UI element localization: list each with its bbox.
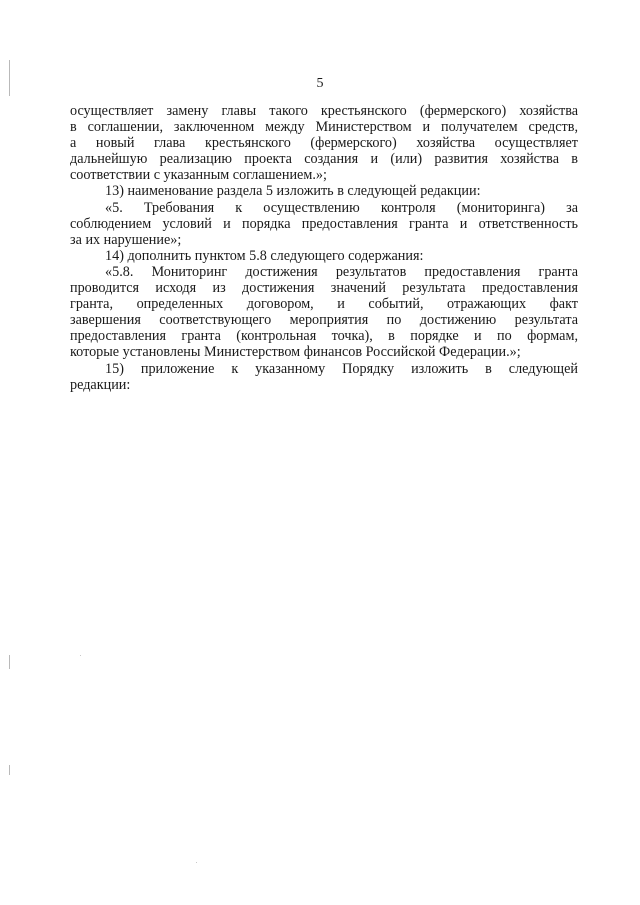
text-line: 13) наименование раздела 5 изложить в следующей редакции: — [105, 183, 481, 200]
text-line: за их нарушение»; — [70, 231, 182, 248]
text-line: соблюдением условий и порядка предоставления гранта и ответственность — [70, 215, 578, 232]
text-line: а новый глава крестьянского (фермерского) хозяйства осуществляет — [70, 135, 578, 152]
scan-speck — [80, 655, 81, 656]
text-line: предоставления гранта (контрольная точка), в порядке и по формам, — [70, 328, 578, 345]
text-line: осуществляет замену главы такого крестьянского (фермерского) хозяйства — [70, 103, 578, 119]
text-line: 15) приложение к указанному Порядку изложить в следующей — [105, 360, 578, 377]
text-line: в соглашении, заключенном между Министерством и получателем средств, — [70, 119, 578, 136]
text-line: 14) дополнить пунктом 5.8 следующего содержания: — [105, 247, 424, 264]
scan-edge-mark — [9, 655, 10, 669]
text-line: которые установлены Министерством финансов Российской Федерации.»; — [70, 344, 521, 361]
text-line: соответствии с указанным соглашением.»; — [70, 167, 327, 184]
scan-speck — [196, 862, 197, 863]
scan-edge-mark — [9, 765, 10, 775]
page-number: 5 — [316, 76, 324, 91]
text-line: проводится исходя из достижения значений результата предоставления — [70, 280, 578, 297]
text-line: гранта, определенных договором, и событий, отражающих факт — [70, 296, 578, 313]
text-line: «5. Требования к осуществлению контроля (мониторинга) за — [105, 199, 578, 216]
text-line: дальнейшую реализацию проекта создания и (или) развития хозяйства в — [70, 151, 578, 168]
text-line: редакции: — [70, 376, 131, 393]
text-line: «5.8. Мониторинг достижения результатов предоставления гранта — [105, 263, 578, 280]
document-body — [70, 103, 578, 393]
text-line: завершения соответствующего мероприятия по достижению результата — [70, 312, 578, 329]
